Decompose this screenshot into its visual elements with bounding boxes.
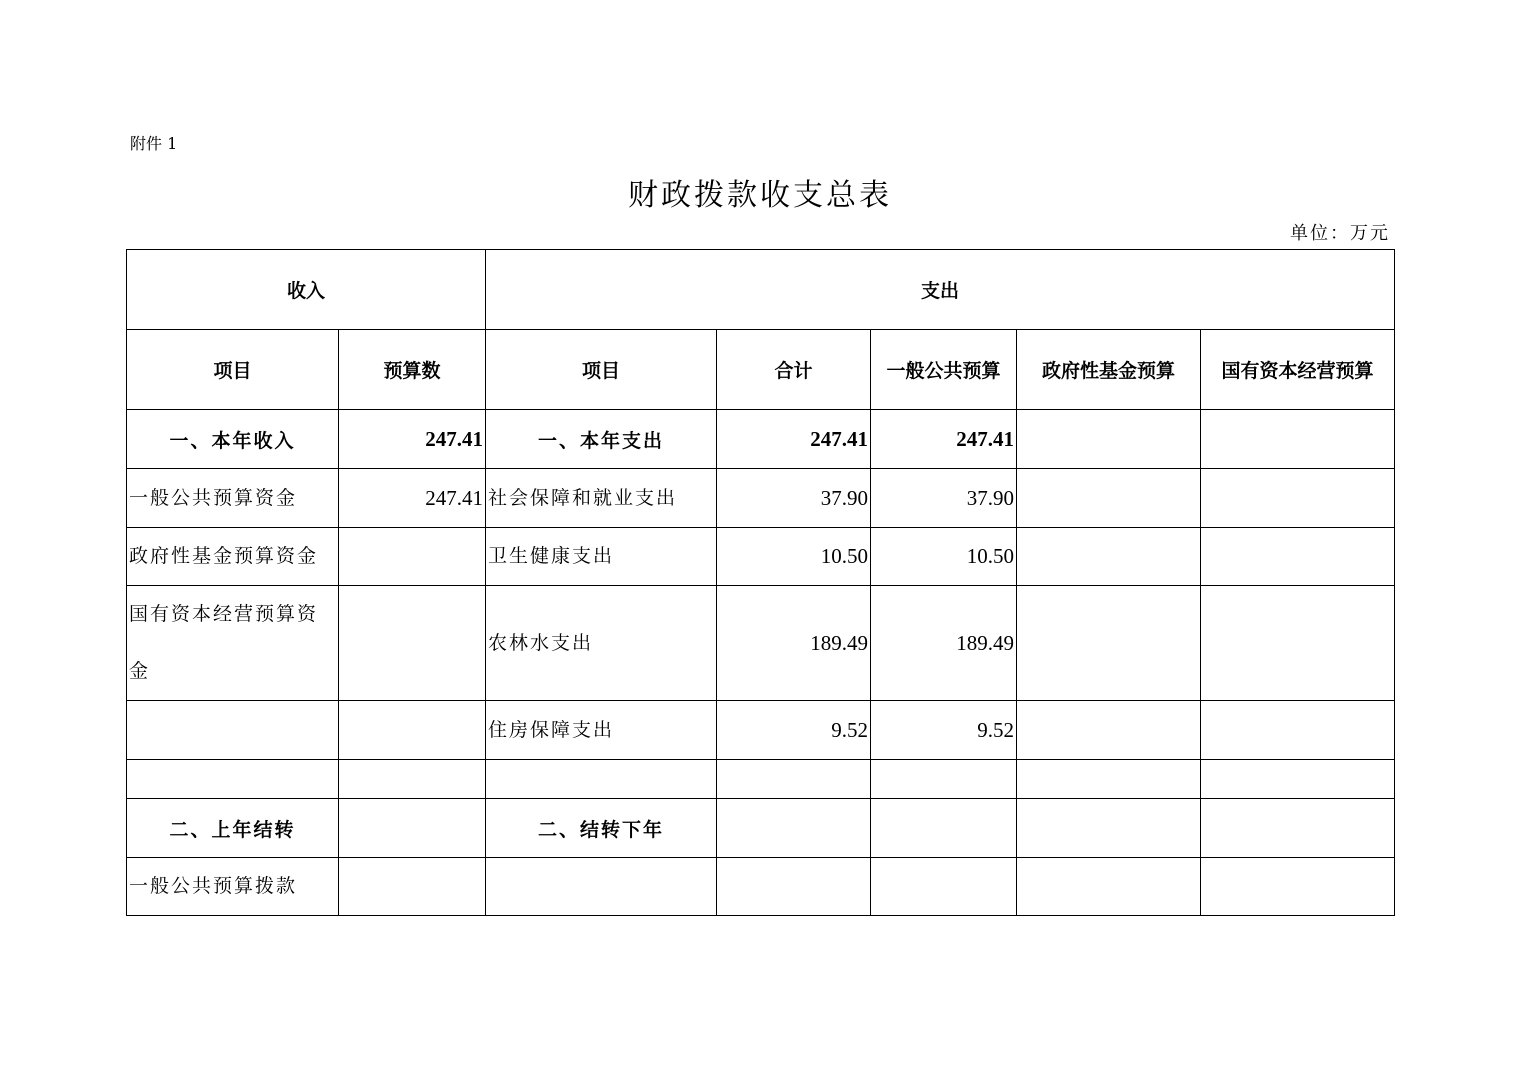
cell-expense-item: 农林水支出 [486,586,717,701]
cell-income-item: 政府性基金预算资金 [127,528,339,586]
col-total: 合计 [717,330,871,410]
cell-income-item: 二、上年结转 [127,799,339,858]
cell-income-budget [339,586,486,701]
income-header: 收入 [127,250,486,330]
col-state-capital-budget: 国有资本经营预算 [1201,330,1395,410]
cell-expense-item: 二、结转下年 [486,799,717,858]
cell-gov-fund-budget [1017,799,1201,858]
cell-state-capital-budget [1201,586,1395,701]
cell-gov-fund-budget [1017,760,1201,799]
cell-state-capital-budget [1201,701,1395,760]
cell-general-budget: 189.49 [871,586,1017,701]
cell-expense-item [486,858,717,916]
cell-general-budget: 10.50 [871,528,1017,586]
table-row [127,410,1395,469]
cell-total: 9.52 [717,701,871,760]
cell-expense-item [486,760,717,799]
cell-general-budget: 9.52 [871,701,1017,760]
cell-gov-fund-budget [1017,410,1201,469]
cell-total: 247.41 [717,410,871,469]
cell-income-item: 国有资本经营预算资金 [127,586,339,701]
cell-income-item [127,760,339,799]
cell-total: 37.90 [717,469,871,528]
expense-header: 支出 [486,250,1395,330]
cell-total: 10.50 [717,528,871,586]
cell-state-capital-budget [1201,528,1395,586]
cell-income-budget: 247.41 [339,469,486,528]
cell-state-capital-budget [1201,760,1395,799]
cell-expense-item: 住房保障支出 [486,701,717,760]
cell-total [717,799,871,858]
cell-general-budget: 37.90 [871,469,1017,528]
table-row [127,760,1395,799]
cell-income-budget [339,799,486,858]
cell-income-item: 一般公共预算资金 [127,469,339,528]
cell-income-item [127,701,339,760]
col-income-budget: 预算数 [339,330,486,410]
cell-expense-item: 卫生健康支出 [486,528,717,586]
cell-income-item: 一、本年收入 [127,410,339,469]
page-title: 财政拨款收支总表 [628,178,892,213]
table-row [127,799,1395,858]
col-general-budget: 一般公共预算 [871,330,1017,410]
group-header-row [127,250,1395,330]
cell-income-budget [339,760,486,799]
table-row [127,586,1395,701]
cell-total [717,858,871,916]
unit-label: 单位：万元 [1290,223,1390,244]
table-row [127,858,1395,916]
attachment-label: 附件 1 [130,134,178,153]
col-gov-fund-budget: 政府性基金预算 [1017,330,1201,410]
column-header-row [127,330,1395,410]
cell-income-budget [339,858,486,916]
cell-income-budget [339,528,486,586]
cell-general-budget [871,799,1017,858]
cell-general-budget [871,760,1017,799]
table-row [127,701,1395,760]
cell-state-capital-budget [1201,799,1395,858]
table-row [127,528,1395,586]
col-income-item: 项目 [127,330,339,410]
cell-gov-fund-budget [1017,586,1201,701]
cell-state-capital-budget [1201,858,1395,916]
cell-gov-fund-budget [1017,528,1201,586]
cell-expense-item: 一、本年支出 [486,410,717,469]
cell-income-item: 一般公共预算拨款 [127,858,339,916]
cell-income-budget [339,701,486,760]
cell-general-budget: 247.41 [871,410,1017,469]
cell-state-capital-budget [1201,469,1395,528]
cell-general-budget [871,858,1017,916]
cell-total: 189.49 [717,586,871,701]
cell-expense-item: 社会保障和就业支出 [486,469,717,528]
cell-state-capital-budget [1201,410,1395,469]
fiscal-summary-table [126,249,1395,916]
cell-total [717,760,871,799]
cell-gov-fund-budget [1017,469,1201,528]
cell-income-budget: 247.41 [339,410,486,469]
col-expense-item: 项目 [486,330,717,410]
cell-gov-fund-budget [1017,858,1201,916]
table-row [127,469,1395,528]
cell-gov-fund-budget [1017,701,1201,760]
